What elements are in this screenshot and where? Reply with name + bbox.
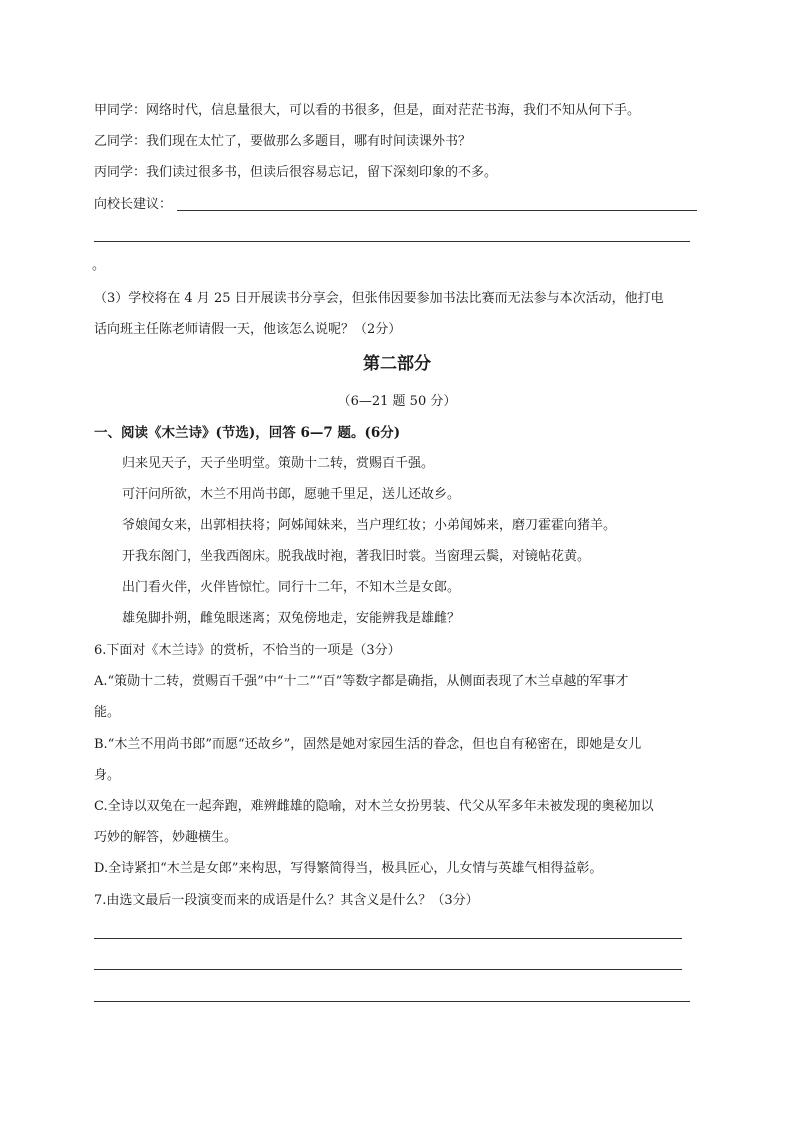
period-mark: 。 <box>92 258 106 273</box>
q6-option-a: A.“策勋十二转，赏赐百千强”中“十二”“百”等数字都是确指，从侧面表现了木兰卓越的军事才 <box>94 674 629 689</box>
q3-line1: （3）学校将在 4 月 25 日开展读书分享会，但张伟因要参加书法比赛而无法参与本次活动，他打电 <box>94 291 664 306</box>
poem-line: 可汗问所欲，木兰不用尚书郎，愿驰千里足，送儿还故乡。 <box>122 487 461 502</box>
poem-line: 雄兔脚扑朔，雌兔眼迷离；双兔傍地走，安能辨我是雄雌？ <box>122 611 461 626</box>
q6-option-c: C.全诗以双兔在一起奔跑，难辨雌雄的隐喻，对木兰女扮男装、代父从军多年未被发现的奥秘加以 <box>94 799 654 814</box>
q6-option-b-cont: 身。 <box>94 768 121 783</box>
part2-subtitle: （6—21 题 50 分） <box>337 394 457 409</box>
poem-line: 爷娘闻女来，出郭相扶将；阿姊闻妹来，当户理红妆；小弟闻姊来，磨刀霍霍向猪羊。 <box>122 518 617 533</box>
q6-option-d: D.全诗紧扣“木兰是女郎”来构思，写得繁简得当，极具匠心，儿女情与英雄气相得益彰。 <box>94 861 603 876</box>
q6-stem: 6.下面对《木兰诗》的赏析，不恰当的一项是（3分） <box>94 643 401 658</box>
q6-option-a-cont: 能。 <box>94 705 121 720</box>
q6-option-b: B.“木兰不用尚书郎”而愿“还故乡”，固然是她对家园生活的眷念，但也自有秘密在，即她是女儿 <box>94 737 642 752</box>
q6-option-c-cont: 巧妙的解答，妙趣横生。 <box>94 830 238 845</box>
student-bing-text: 丙同学：我们读过很多书，但读后很容易忘记，留下深刻印象的不多。 <box>94 165 498 180</box>
q7-stem: 7.由选文最后一段演变而来的成语是什么？其含义是什么？（3分） <box>94 893 479 908</box>
answer-line <box>94 1001 690 1002</box>
poem-line: 归来见天子，天子坐明堂。策勋十二转，赏赐百千强。 <box>122 456 435 471</box>
answer-line <box>177 210 697 211</box>
suggestion-label: 向校长建议： <box>94 197 173 212</box>
answer-line <box>94 241 690 242</box>
q3-line2: 话向班主任陈老师请假一天，他该怎么说呢？（2分） <box>94 322 402 337</box>
poem-line: 出门看火伴，火伴皆惊忙。同行十二年，不知木兰是女郎。 <box>122 580 461 595</box>
student-yi-text: 乙同学：我们现在太忙了，要做那么多题目，哪有时间读课外书？ <box>94 134 472 149</box>
answer-line <box>94 969 682 970</box>
part2-title: 第二部分 <box>363 354 431 374</box>
poem-line: 开我东阁门，坐我西阁床。脱我战时袍，著我旧时裳。当窗理云鬓，对镜帖花黄。 <box>122 549 591 564</box>
section1-heading: 一、阅读《木兰诗》(节选)，回答 6—7 题。(6分) <box>94 425 401 441</box>
student-jia-text: 甲同学：网络时代，信息量很大，可以看的书很多，但是，面对茫茫书海，我们不知从何下手。 <box>94 103 641 118</box>
answer-line <box>94 938 682 939</box>
